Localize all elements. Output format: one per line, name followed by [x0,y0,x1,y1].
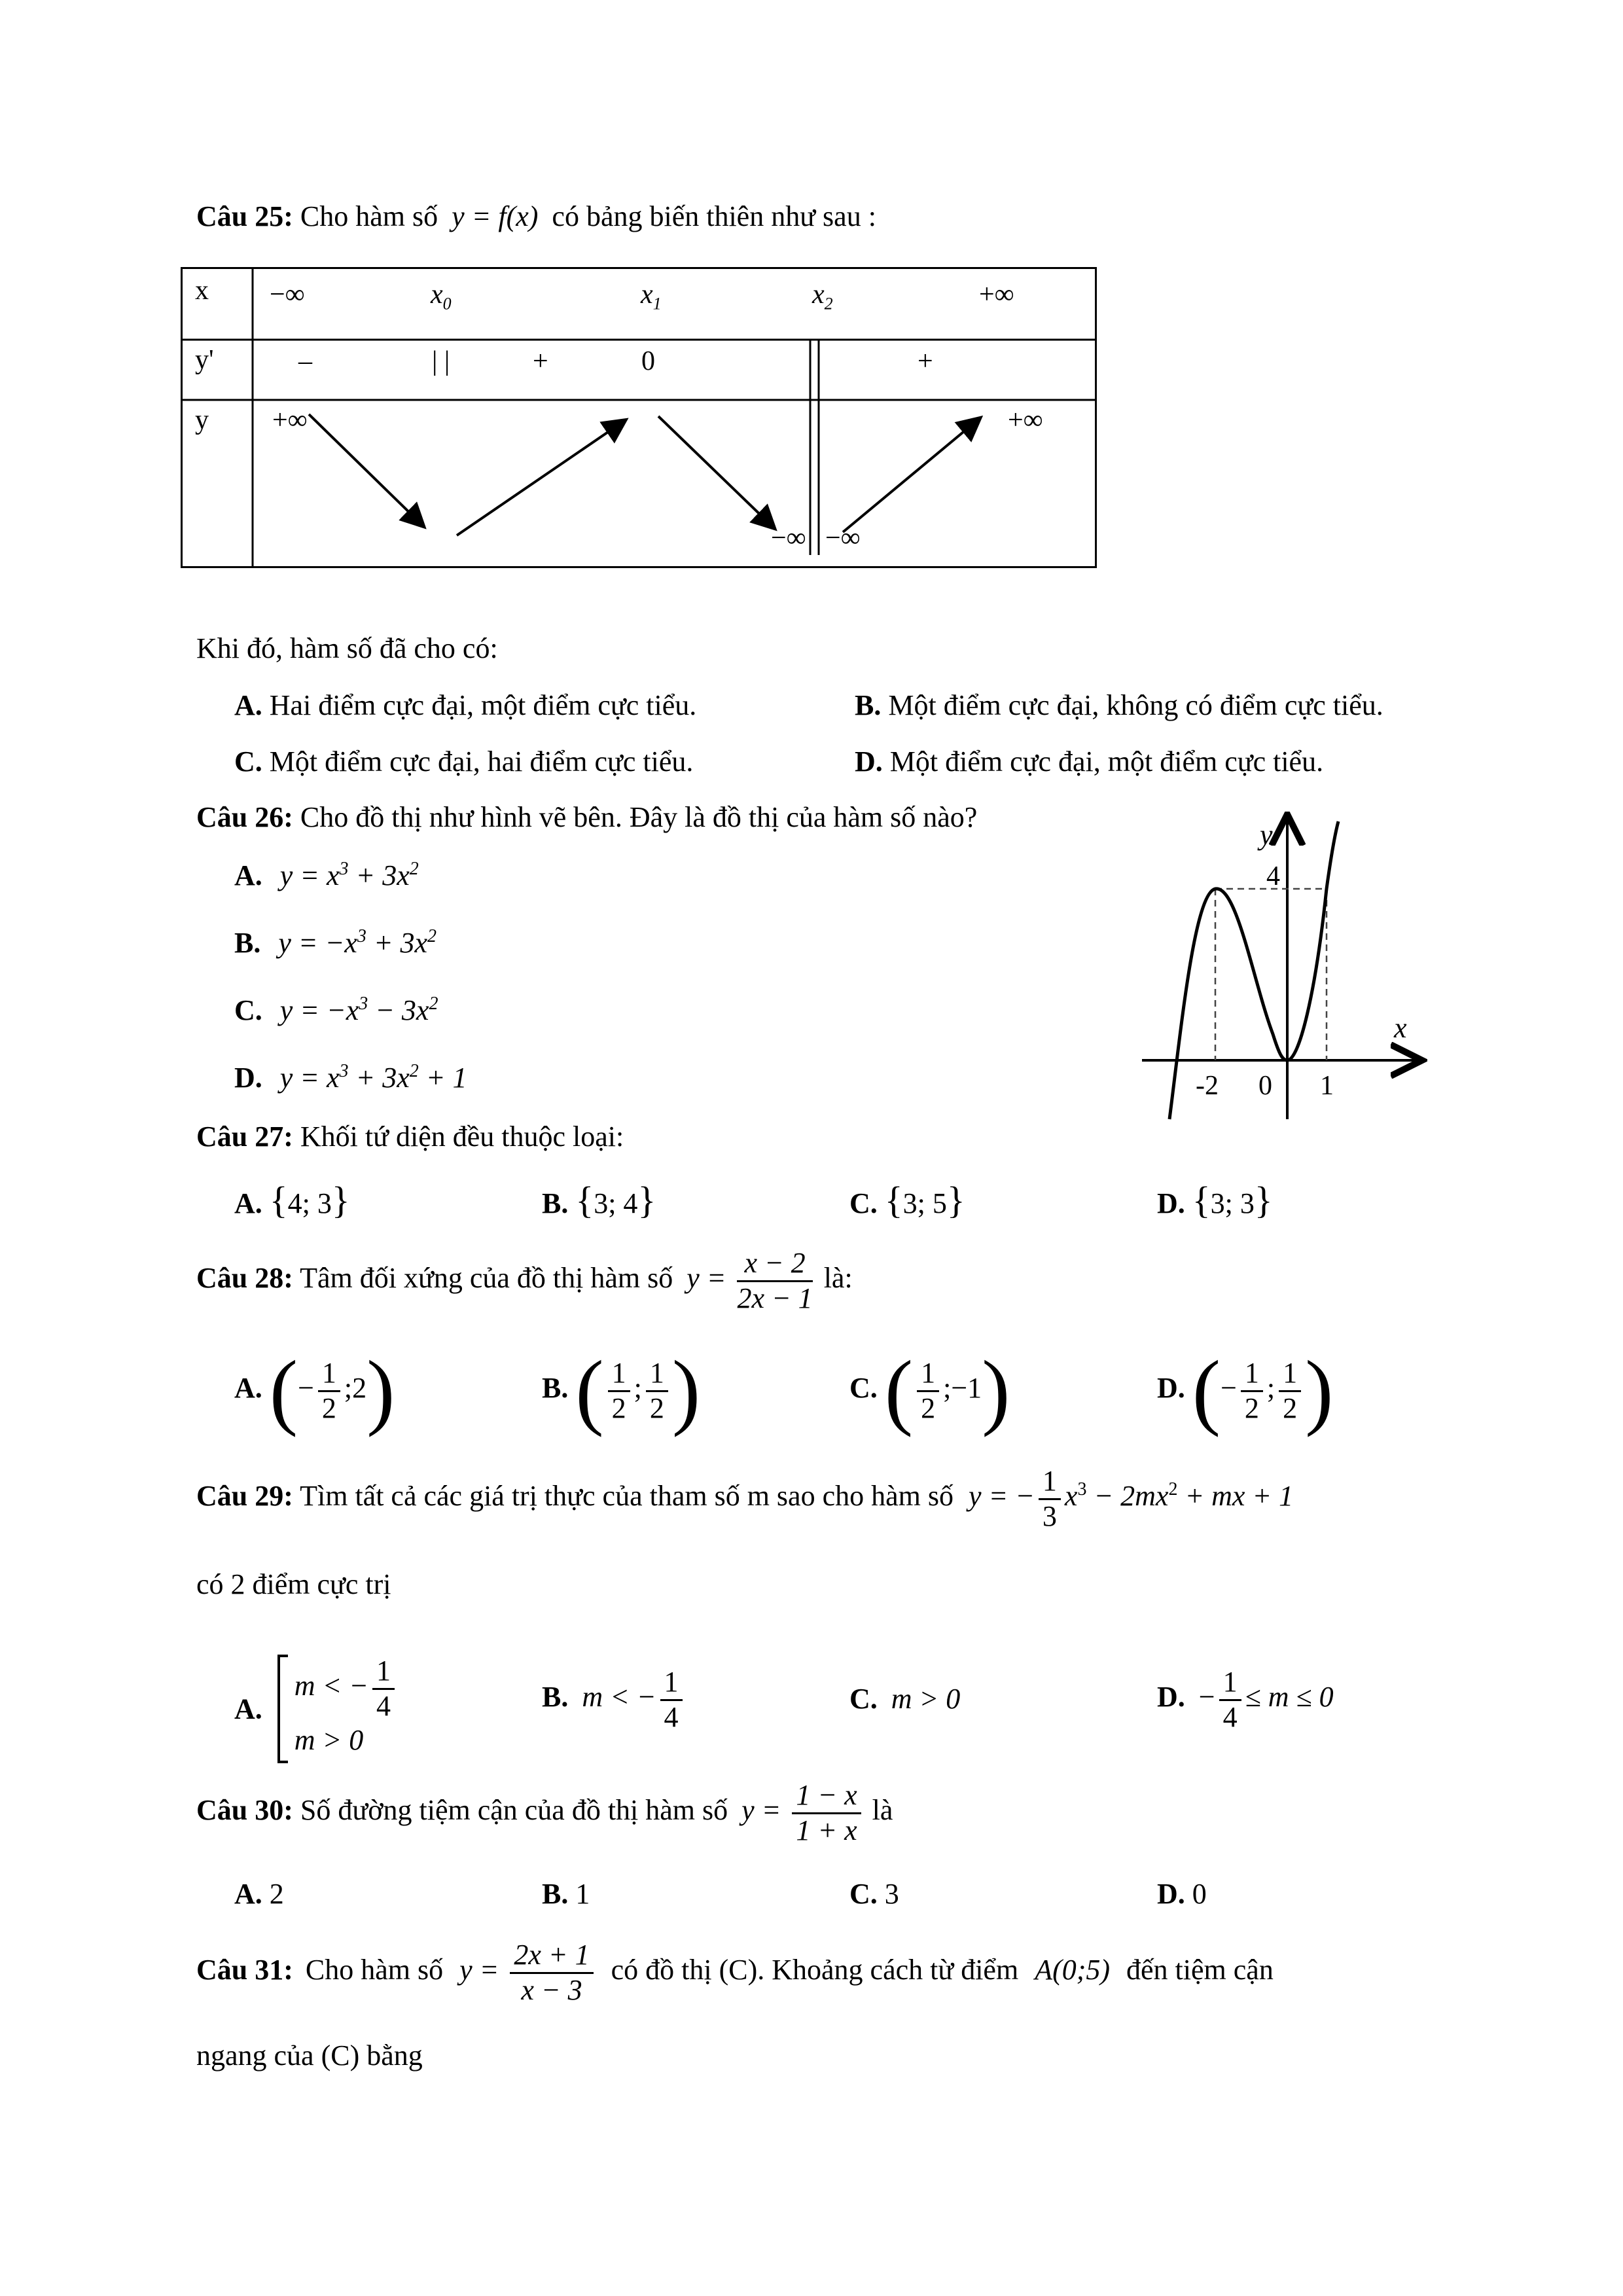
vt-y-mid-left: −∞ [771,523,806,553]
q26-option-a[interactable]: A. $y = x^3 + 3x^2$ [234,859,419,891]
q26-prompt [196,800,977,834]
vt-x1: $x_1$ [641,279,662,314]
q30-prompt: Câu 30: Số đường tiệm cận của đồ thị hàm số y = $\frac{1 - x}{1 + x}$ là [196,1779,893,1846]
q27-text: Khối tứ diện đều thuộc loại: [300,1121,624,1153]
vt-row-x: x [195,276,209,306]
graph-label-neg2: -2 [1196,1071,1219,1101]
q28-option-a[interactable]: A. (− $\frac{1}{2}$ ;2) [234,1344,395,1438]
vt-yp-zero: 0 [641,346,655,376]
graph-curve [1169,821,1338,1119]
graph-label-four: 4 [1266,861,1280,891]
q29-prompt: Câu 29: Tìm tất cả các giá trị thực của tham số m sao cho hàm số y = − $\frac{1}{3}$ $x^3 - 2mx^2$ + mx + 1 [196,1465,1294,1532]
vt-x-neg-inf: −∞ [270,279,305,310]
q31-point: A(0;5) [1035,1954,1111,1986]
vt-x0: $x_0$ [431,279,452,314]
vt-y-end: +∞ [1008,405,1043,435]
q25-option-b[interactable]: B. Một điểm cực đại, không có điểm cực tiểu. [855,689,1383,721]
q26-graph [1142,812,1430,1122]
q25-followup: Khi đó, hàm số đã cho có: [196,632,498,664]
graph-label-one: 1 [1320,1071,1334,1101]
q30-option-a[interactable]: A. 2 [234,1878,284,1910]
q27-prompt [196,1120,624,1153]
vt-y-start: +∞ [272,405,308,435]
q29-line2: có 2 điểm cực trị [196,1568,391,1600]
q25-prompt [196,200,876,233]
q30-option-d[interactable]: D. 0 [1157,1878,1207,1910]
graph-x-label: x [1394,1012,1407,1044]
q28-prompt: Câu 28: Tâm đối xứng của đồ thị hàm số y = $\frac{x - 2}{2x - 1}$ là: [196,1247,853,1314]
q25-label: Câu 25: [196,200,293,232]
q27-option-a[interactable]: A. {4; 3} [234,1179,350,1221]
variation-table-grid [181,267,1097,568]
q28-label: Câu 28: [196,1262,293,1295]
q28-option-c[interactable]: C. ( $\frac{1}{2}$ ;−1) [849,1344,1010,1438]
q26-label: Câu 26: [196,801,293,833]
vt-y-mid-right: −∞ [825,523,861,553]
graph-label-zero: 0 [1258,1071,1272,1101]
q28-fraction: $\frac{x - 2}{2x - 1}$ [737,1247,813,1314]
q27-label: Câu 27: [196,1121,293,1153]
q29-option-b[interactable]: B. m < − $\frac{1}{4}$ [542,1666,687,1734]
q31-label: Câu 31: [196,1954,293,1986]
q30-option-c[interactable]: C. 3 [849,1878,899,1910]
graph-y-label: y [1260,819,1273,851]
q25-option-a[interactable]: A. Hai điểm cực đại, một điểm cực tiểu. [234,689,697,721]
q31-line2: ngang của (C) bằng [196,2039,423,2072]
q25-text2: có bảng biến thiên như sau : [552,200,876,232]
vt-yp-plus-2: + [918,346,933,376]
q30-option-b[interactable]: B. 1 [542,1878,590,1910]
q31-fraction: $\frac{2x + 1}{x - 3}$ [510,1939,593,2007]
q30-fraction: $\frac{1 - x}{1 + x}$ [792,1779,861,1847]
q29-option-a[interactable]: A. m < − $\frac{1}{4}$ m > 0 [234,1655,399,1763]
vt-x-pos-inf: +∞ [979,279,1014,310]
q29-option-d[interactable]: D. − $\frac{1}{4}$ ≤ m ≤ 0 [1157,1666,1334,1733]
q27-option-d[interactable]: D. {3; 3} [1157,1179,1273,1221]
q30-text: Số đường tiệm cận của đồ thị hàm số [300,1794,728,1827]
q26-text: Cho đồ thị như hình vẽ bên. Đây là đồ thị của hàm số nào? [300,801,978,833]
vt-x2: $x_2$ [812,279,833,314]
q29-text: Tìm tất cả các giá trị thực của tham số m sao cho hàm số [300,1480,954,1513]
q26-option-b[interactable]: B. $y = -x^3 + 3x^2$ [234,926,437,959]
vt-row-y: y [195,405,209,435]
q27-option-c[interactable]: C. {3; 5} [849,1179,965,1221]
q31-prompt: Câu 31: Cho hàm số y = $\frac{2x + 1}{x - 3}$ có đồ thị (C). Khoảng cách từ điểm A(0;5) đến tiệm cận [196,1939,1274,2006]
q30-label: Câu 30: [196,1794,293,1827]
variation-table [181,267,1097,568]
q29-label: Câu 29: [196,1480,293,1513]
vt-row-yprime: y' [195,345,214,375]
q25-func: y = f(x) [452,200,539,232]
q28-option-d[interactable]: D. (− $\frac{1}{2}$ ; $\frac{1}{2}$ ) [1157,1344,1334,1438]
vt-yp-plus-1: + [533,346,548,376]
q25-option-c[interactable]: C. Một điểm cực đại, hai điểm cực tiểu. [234,745,694,778]
q28-text: Tâm đối xứng của đồ thị hàm số [300,1262,673,1295]
q27-option-b[interactable]: B. {3; 4} [542,1179,656,1221]
q25-option-d[interactable]: D. Một điểm cực đại, một điểm cực tiểu. [855,745,1324,778]
q28-option-b[interactable]: B. ( $\frac{1}{2}$ ; $\frac{1}{2}$ ) [542,1344,701,1438]
q26-option-c[interactable]: C. $y = -x^3 - 3x^2$ [234,994,438,1026]
q31-text: Cho hàm số [305,1954,444,1986]
vt-yp-minus: – [298,346,312,376]
vt-yp-undefined: | | [432,346,450,376]
q25-text: Cho hàm số [300,200,438,232]
q29-option-c[interactable]: C. m > 0 [849,1683,961,1715]
q26-option-d[interactable]: D. $y = x^3 + 3x^2 + 1$ [234,1061,467,1094]
